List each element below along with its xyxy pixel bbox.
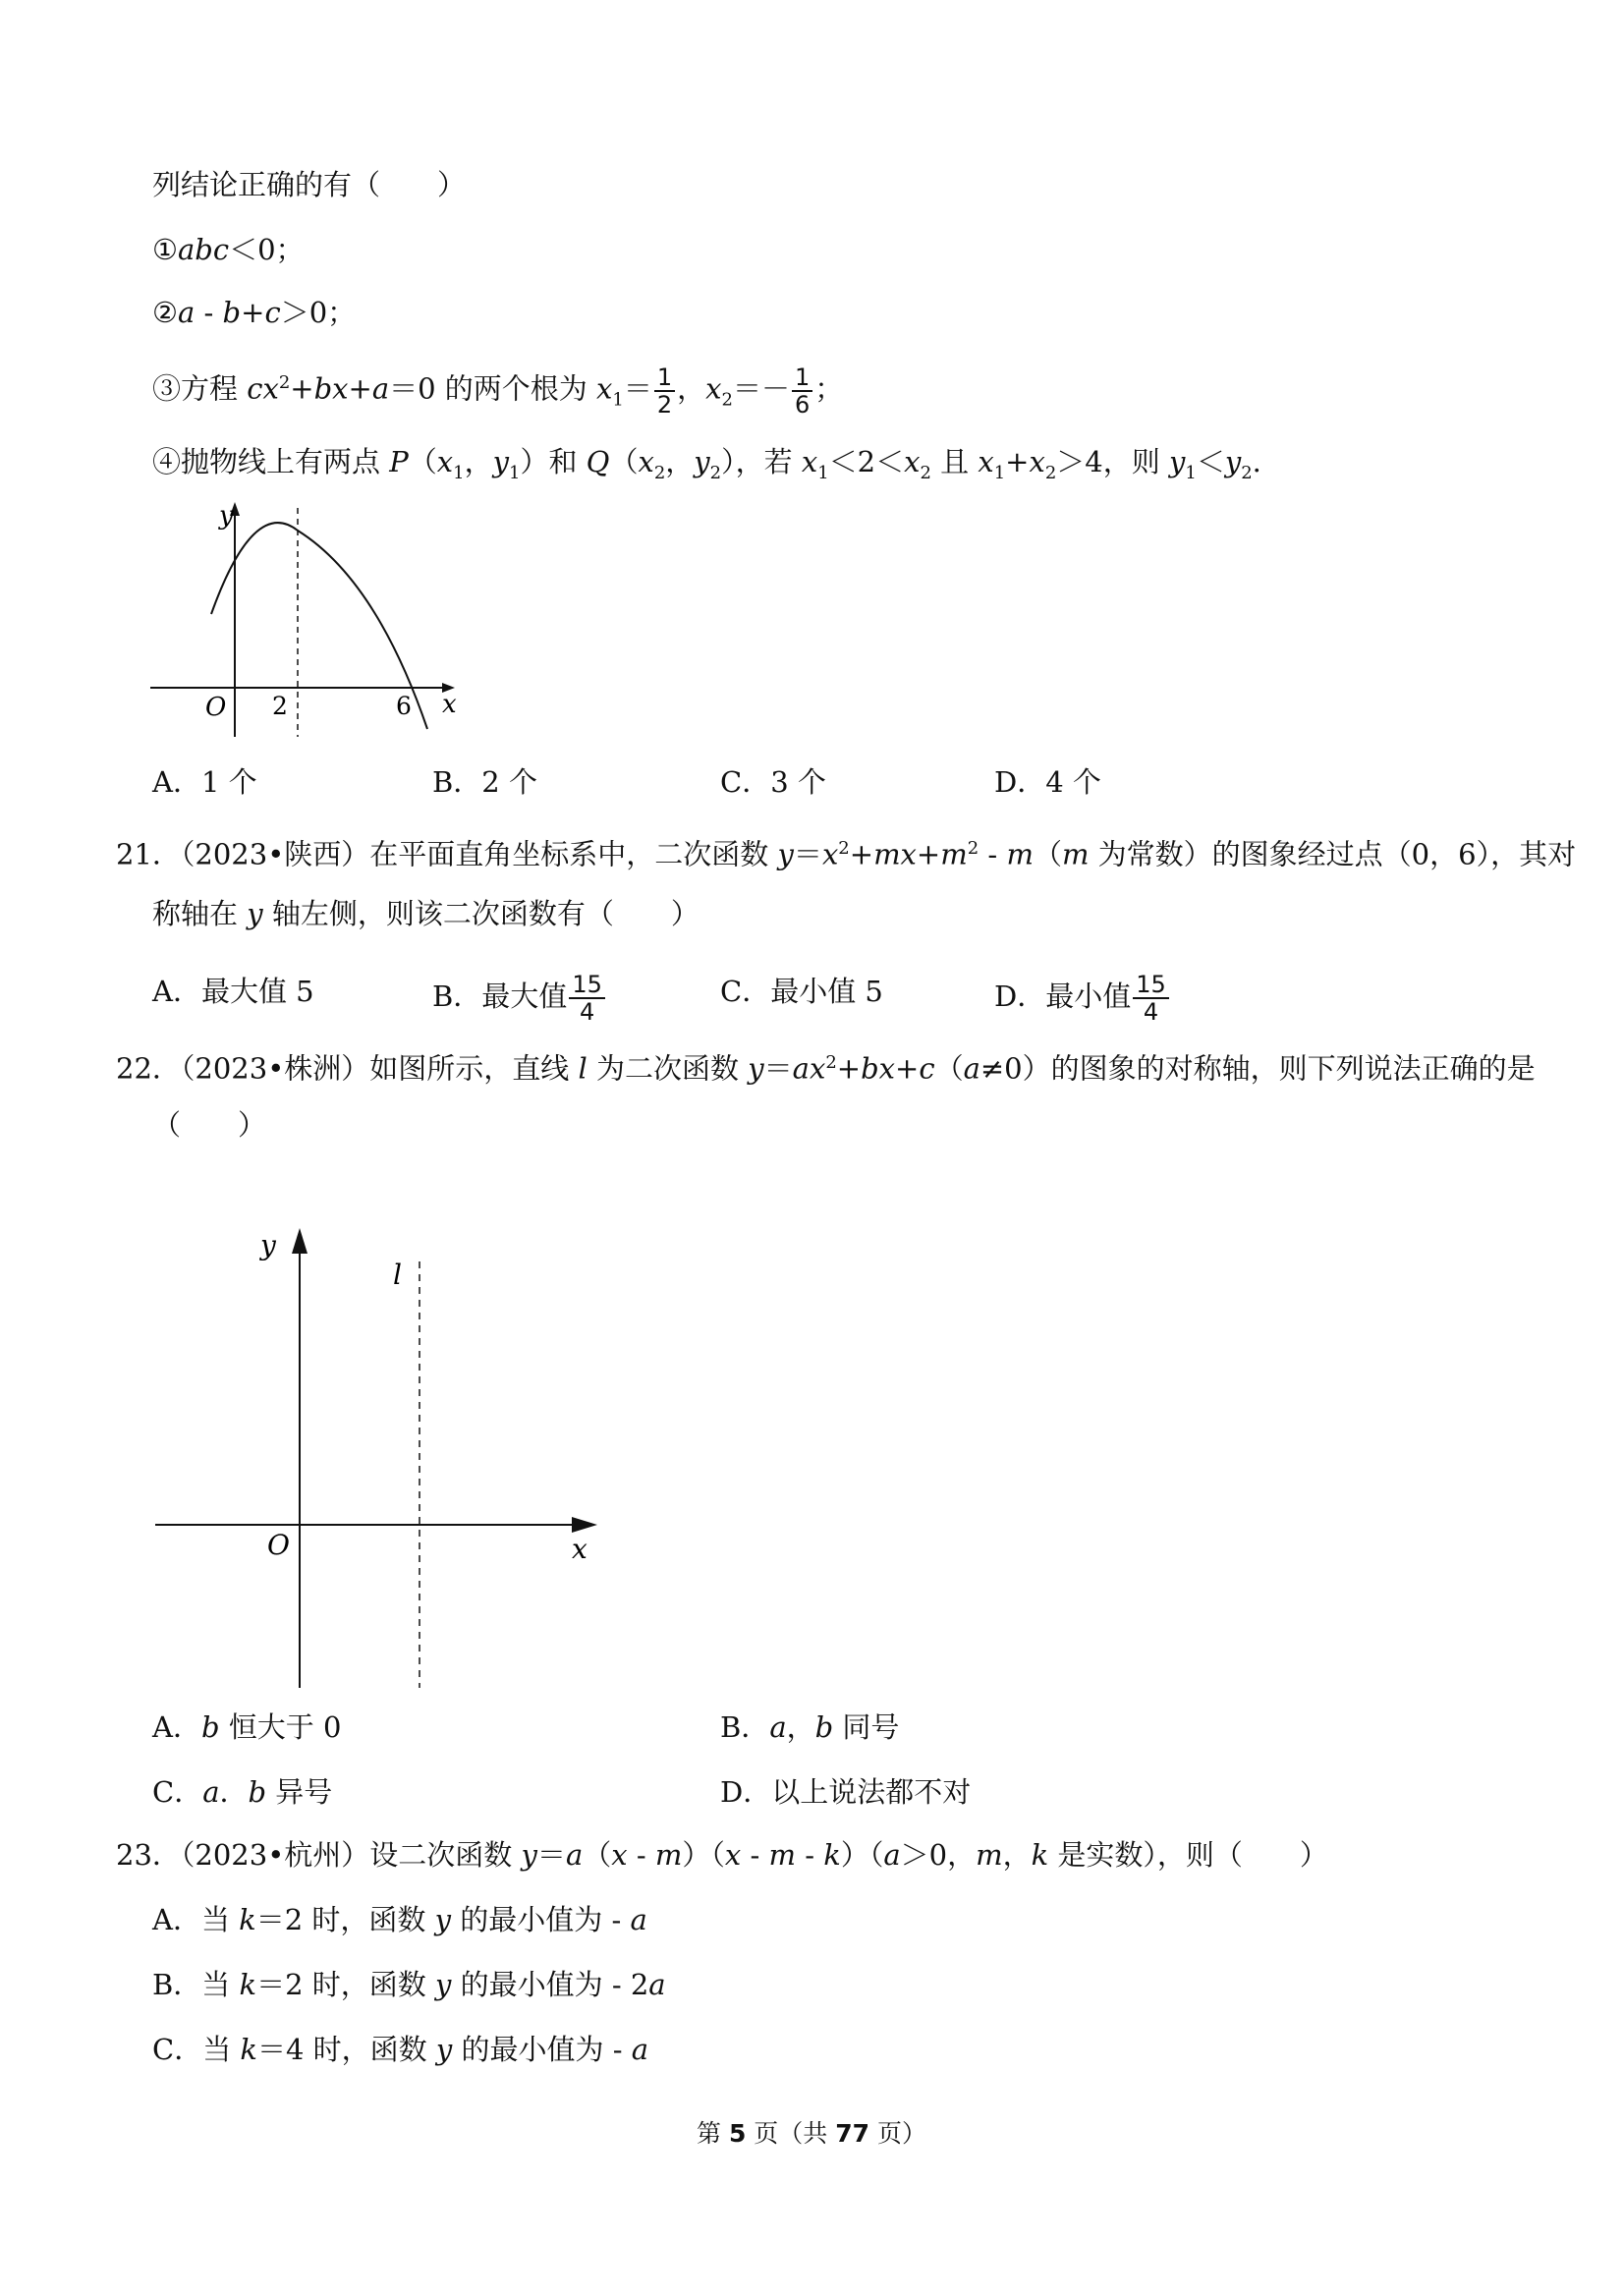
page-footer: 第 5 页（共 77 页） [696, 2119, 926, 2148]
q22-y-arrow [292, 1228, 308, 1254]
q20-parabola [211, 523, 427, 729]
q23-option-c[interactable]: C．当 k＝4 时，函数 y 的最小值为 - a [152, 2033, 649, 2066]
q20-parabola-graph [142, 496, 476, 742]
q20-statement-3: ③方程 $cx^2+bx+a=0$ 的两个根为 $x_1=$ $\frac{1}{2}$ ，$x_2=-$ $\frac{1}{6}$ ； [152, 363, 844, 419]
q22-x-arrow [572, 1517, 597, 1533]
q22-x-label: x [572, 1533, 588, 1565]
q23-line-1: 23．（2023•杭州）设二次函数 y＝a（x - m）（x - m - k）（a＞0，m，k 是实数），则（ ） [116, 1838, 1328, 1872]
q21-option-b[interactable]: B．最大值 $\frac{15}{4}$ [432, 972, 607, 1025]
q22-option-b[interactable]: B．a，b 同号 [720, 1710, 900, 1744]
q23-option-b[interactable]: B．当 k＝2 时，函数 y 的最小值为 - 2a [152, 1968, 666, 2001]
fraction-one-sixth: $\frac{1}{6}$ [792, 364, 812, 418]
q20-option-b[interactable]: B．2 个 [432, 765, 537, 799]
q22-y-label: y [260, 1229, 276, 1261]
fraction-one-half: $\frac{1}{2}$ [654, 364, 675, 418]
q20-statement-2: ②a - b+c＞0； [152, 296, 357, 329]
q22-option-d[interactable]: D．以上说法都不对 [720, 1775, 972, 1809]
q20-y-label: y [219, 501, 234, 531]
fraction-15-4: $\frac{15}{4}$ [569, 972, 605, 1025]
q22-axis-graph [147, 1218, 609, 1690]
q22-origin-label: O [267, 1529, 290, 1561]
q22-option-a[interactable]: A．b 恒大于 0 [152, 1710, 342, 1744]
q22-line-label: l [393, 1259, 402, 1291]
q20-stem-tail: 列结论正确的有（ ） [152, 168, 467, 201]
q20-option-d[interactable]: D．4 个 [994, 765, 1101, 799]
q22-line-1: 22．（2023•株洲）如图所示，直线 l 为二次函数 $y=ax^2+bx+c(a\ne 0)$的图象的对称轴，则下列说法正确的是 [116, 1051, 1536, 1086]
q20-tick-6: 6 [396, 692, 412, 720]
q21-option-a[interactable]: A．最大值 5 [152, 975, 314, 1008]
q21-option-c[interactable]: C．最小值 5 [720, 975, 883, 1008]
q20-tick-2: 2 [272, 692, 288, 720]
q20-statement-4: ④抛物线上有两点 $P(x_1$，$y_1$）和 $Q(x_2$，$y_2$），若 $x_1<2<x_2$ 且 $x_1+x_2>4$，则 $y_1<y_2$. [152, 445, 1261, 483]
q20-origin-label: O [205, 693, 227, 722]
q22-option-c[interactable]: C．a．b 异号 [152, 1775, 333, 1809]
q21-option-d[interactable]: D．最小值 $\frac{15}{4}$ [994, 972, 1171, 1025]
q20-statement-1: ①abc＜0； [152, 233, 305, 266]
fraction-15-4: $\frac{15}{4}$ [1133, 972, 1169, 1025]
q23-option-a[interactable]: A．当 k＝2 时，函数 y 的最小值为 - a [152, 1903, 647, 1936]
q22-line-2: （ ） [152, 1108, 267, 1142]
q21-line-1: 21．（2023•陕西）在平面直角坐标系中，二次函数 $y=x^2+mx+m^2 - m(m$ 为常数）的图象经过点（0，6），其对 [116, 837, 1577, 871]
q20-option-c[interactable]: C．3 个 [720, 765, 826, 799]
q20-option-a[interactable]: A．1 个 [152, 765, 257, 799]
q21-line-2: 称轴在 y 轴左侧，则该二次函数有（ ） [152, 897, 700, 930]
q20-x-label: x [442, 690, 457, 719]
